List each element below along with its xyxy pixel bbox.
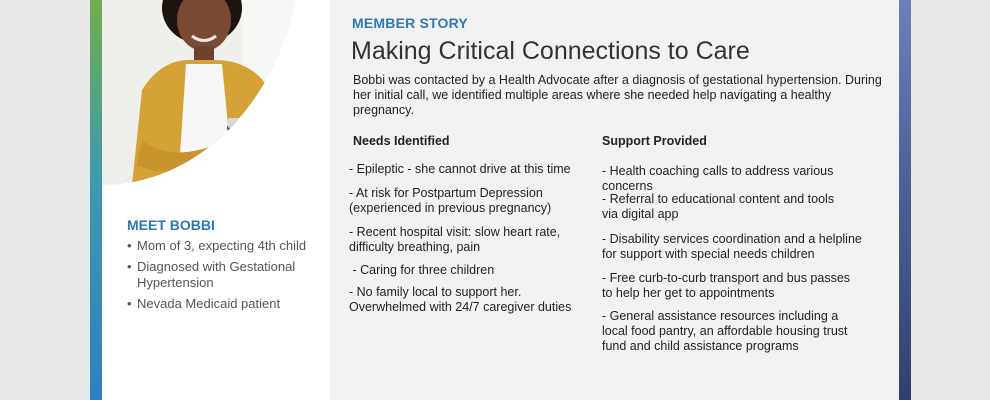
needs-item: - At risk for Postpartum Depression (experienced in previous pregnancy) bbox=[349, 186, 552, 215]
story-intro: Bobbi was contacted by a Health Advocate after a diagnosis of gestational hypertension. During her initial call, we identified multiple areas where she needed help navigating a healthy pregnancy. bbox=[353, 73, 882, 117]
support-item: - Health coaching calls to address various concerns bbox=[602, 164, 834, 193]
section-eyebrow: MEMBER STORY bbox=[352, 15, 468, 31]
right-accent-bar bbox=[899, 0, 911, 400]
support-item: - General assistance resources including a local food pantry, an affordable housing trust fund and child assistance programs bbox=[602, 309, 848, 353]
support-item: - Disability services coordination and a helpline for support with special needs children bbox=[602, 232, 862, 261]
support-item: - Referral to educational content and tools via digital app bbox=[602, 192, 835, 221]
needs-heading: Needs Identified bbox=[353, 134, 450, 148]
member-fact: • Nevada Medicaid patient bbox=[127, 296, 327, 312]
needs-item: - Recent hospital visit: slow heart rate, difficulty breathing, pain bbox=[349, 225, 561, 254]
member-profile-panel bbox=[102, 0, 330, 400]
support-heading: Support Provided bbox=[602, 134, 707, 148]
member-facts-list bbox=[127, 238, 327, 317]
story-title: Making Critical Connections to Care bbox=[351, 37, 750, 65]
support-item: - Free curb-to-curb transport and bus passes to help her get to appointments bbox=[602, 271, 851, 300]
needs-item: - No family local to support her. Overwhelmed with 24/7 caregiver duties bbox=[349, 285, 572, 314]
needs-item: - Epileptic - she cannot drive at this time bbox=[349, 162, 571, 176]
member-fact: • Diagnosed with Gestational Hypertension bbox=[127, 259, 327, 291]
needs-item: - Caring for three children bbox=[349, 263, 495, 277]
left-accent-bar bbox=[90, 0, 102, 400]
meet-heading: MEET BOBBI bbox=[127, 217, 215, 233]
member-fact: • Mom of 3, expecting 4th child bbox=[127, 238, 327, 254]
member-photo bbox=[102, 0, 302, 185]
